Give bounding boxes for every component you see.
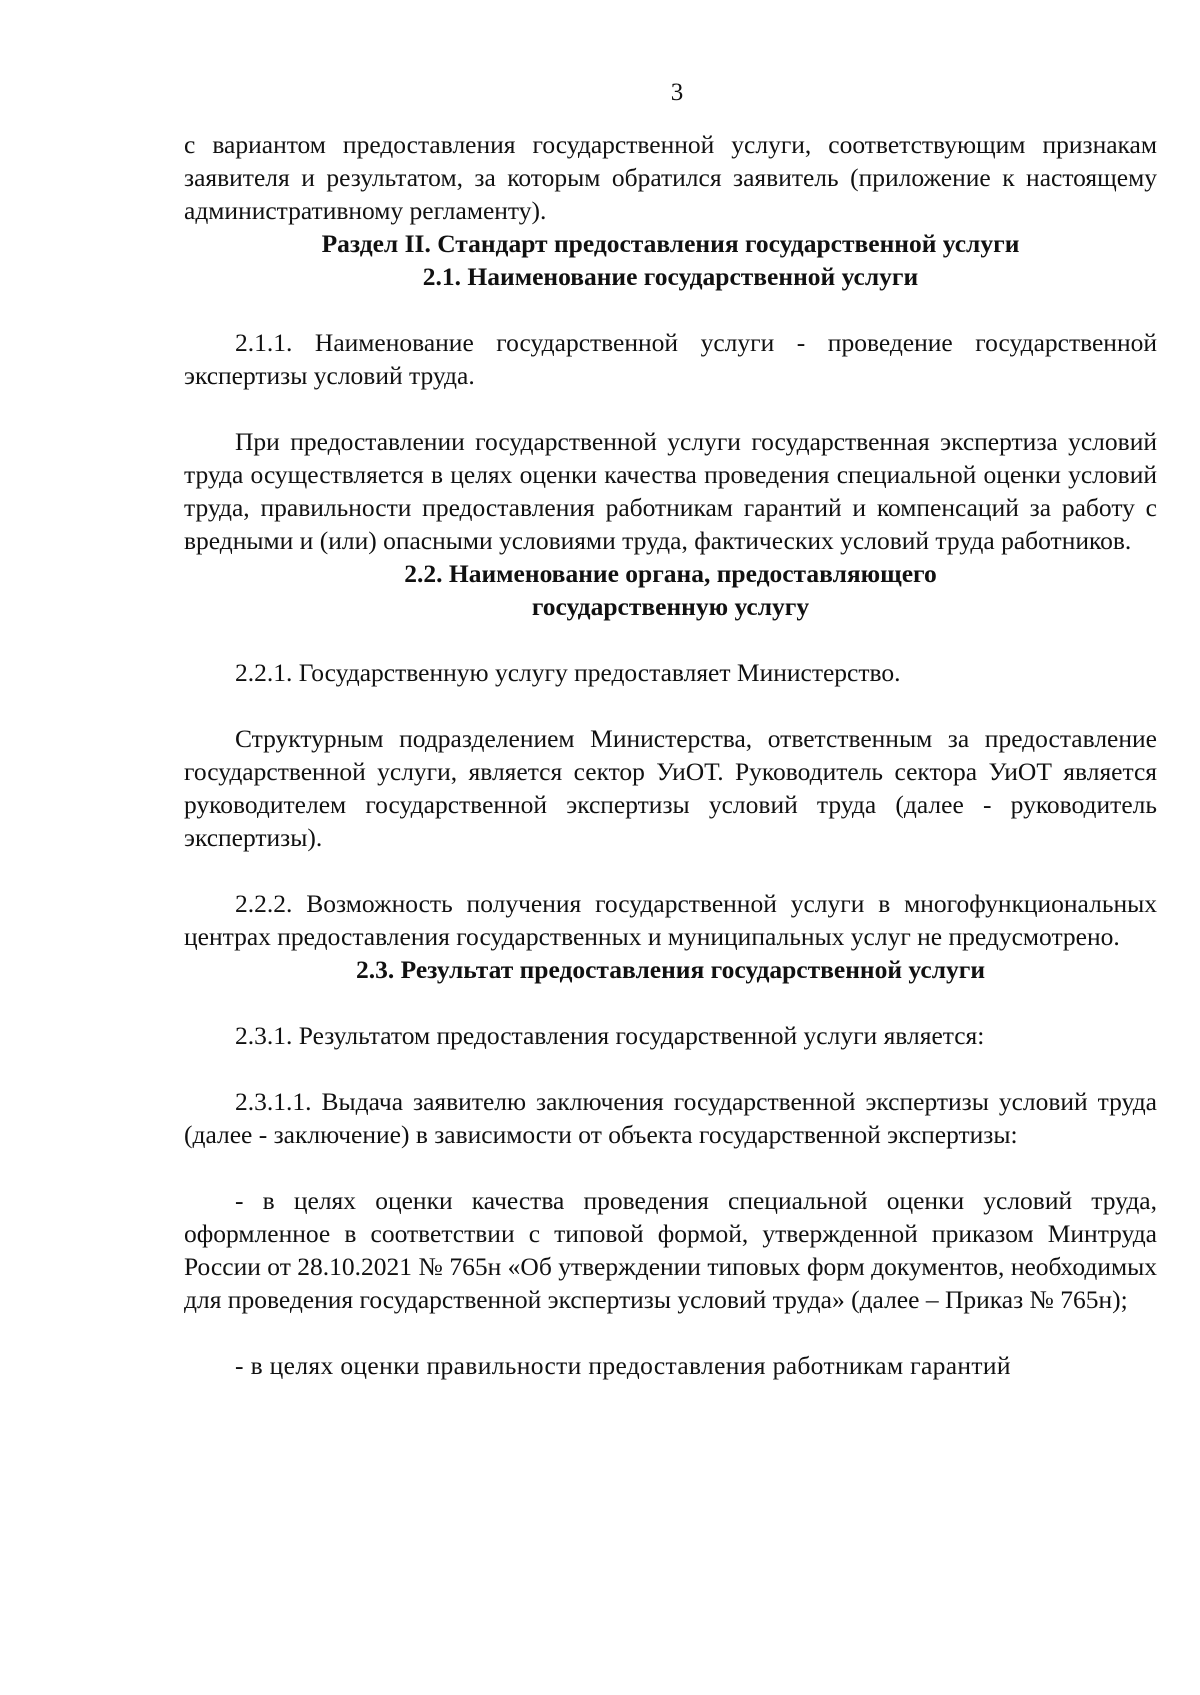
paragraph-2-3-1: 2.3.1. Результатом предоставления государственной услуги является: — [235, 1021, 985, 1050]
list-item-bullet-1: - в целях оценки качества проведения специальной оценки условий труда, оформленное в соответствии с типовой формой, утвержденной приказом Минтруда России от 28.10.2021 № 765н «Об утверждении типовых форм документов, необходимых для проведения государственной экспертизы условий труда» (далее – Приказ № 765н); — [184, 1186, 1157, 1314]
subsection-heading-2-2-line-1: 2.2. Наименование органа, предоставляющего — [404, 559, 937, 588]
paragraph-continuation: с вариантом предоставления государственной услуги, соответствующим признакам заявителя и результатом, за которым обратился заявитель (приложение к настоящему административному регламенту). — [184, 130, 1157, 225]
subsection-heading-2-2 — [184, 557, 1157, 623]
paragraph-2-2-1-structure: Структурным подразделением Министерства, ответственным за предоставление государственной услуги, является сектор УиОТ. Руководитель сектора УиОТ является руководителем государственной экспертизы условий труда (далее - руководитель экспертизы). — [184, 724, 1157, 852]
document-body — [184, 128, 1157, 1382]
paragraph-2-2-1: 2.2.1. Государственную услугу предоставляет Министерство. — [235, 658, 901, 687]
paragraph-2-3-1-1: 2.3.1.1. Выдача заявителю заключения государственной экспертизы условий труда (далее - заключение) в зависимости от объекта государственной экспертизы: — [184, 1087, 1157, 1149]
subsection-heading-2-1: 2.1. Наименование государственной услуги — [422, 262, 919, 291]
section-heading-2: Раздел II. Стандарт предоставления государственной услуги — [321, 229, 1020, 258]
list-item-bullet-2: - в целях оценки правильности предоставления работникам гарантий — [235, 1351, 1011, 1380]
subsection-heading-2-2-line-2: государственную услугу — [531, 592, 810, 621]
paragraph-2-1-1: 2.1.1. Наименование государственной услуги - проведение государственной экспертизы условий труда. — [184, 328, 1157, 390]
subsection-heading-2-3: 2.3. Результат предоставления государственной услуги — [355, 955, 986, 984]
page-number: 3 — [670, 79, 684, 106]
paragraph-2-2-2: 2.2.2. Возможность получения государственной услуги в многофункциональных центрах предоставления государственных и муниципальных услуг не предусмотрено. — [184, 889, 1157, 951]
paragraph-2-1-2: При предоставлении государственной услуги государственная экспертиза условий труда осуществляется в целях оценки качества проведения специальной оценки условий труда, правильности предоставления работникам гарантий и компенсаций за работу с вредными и (или) опасными условиями труда, фактических условий труда работников. — [184, 427, 1157, 555]
